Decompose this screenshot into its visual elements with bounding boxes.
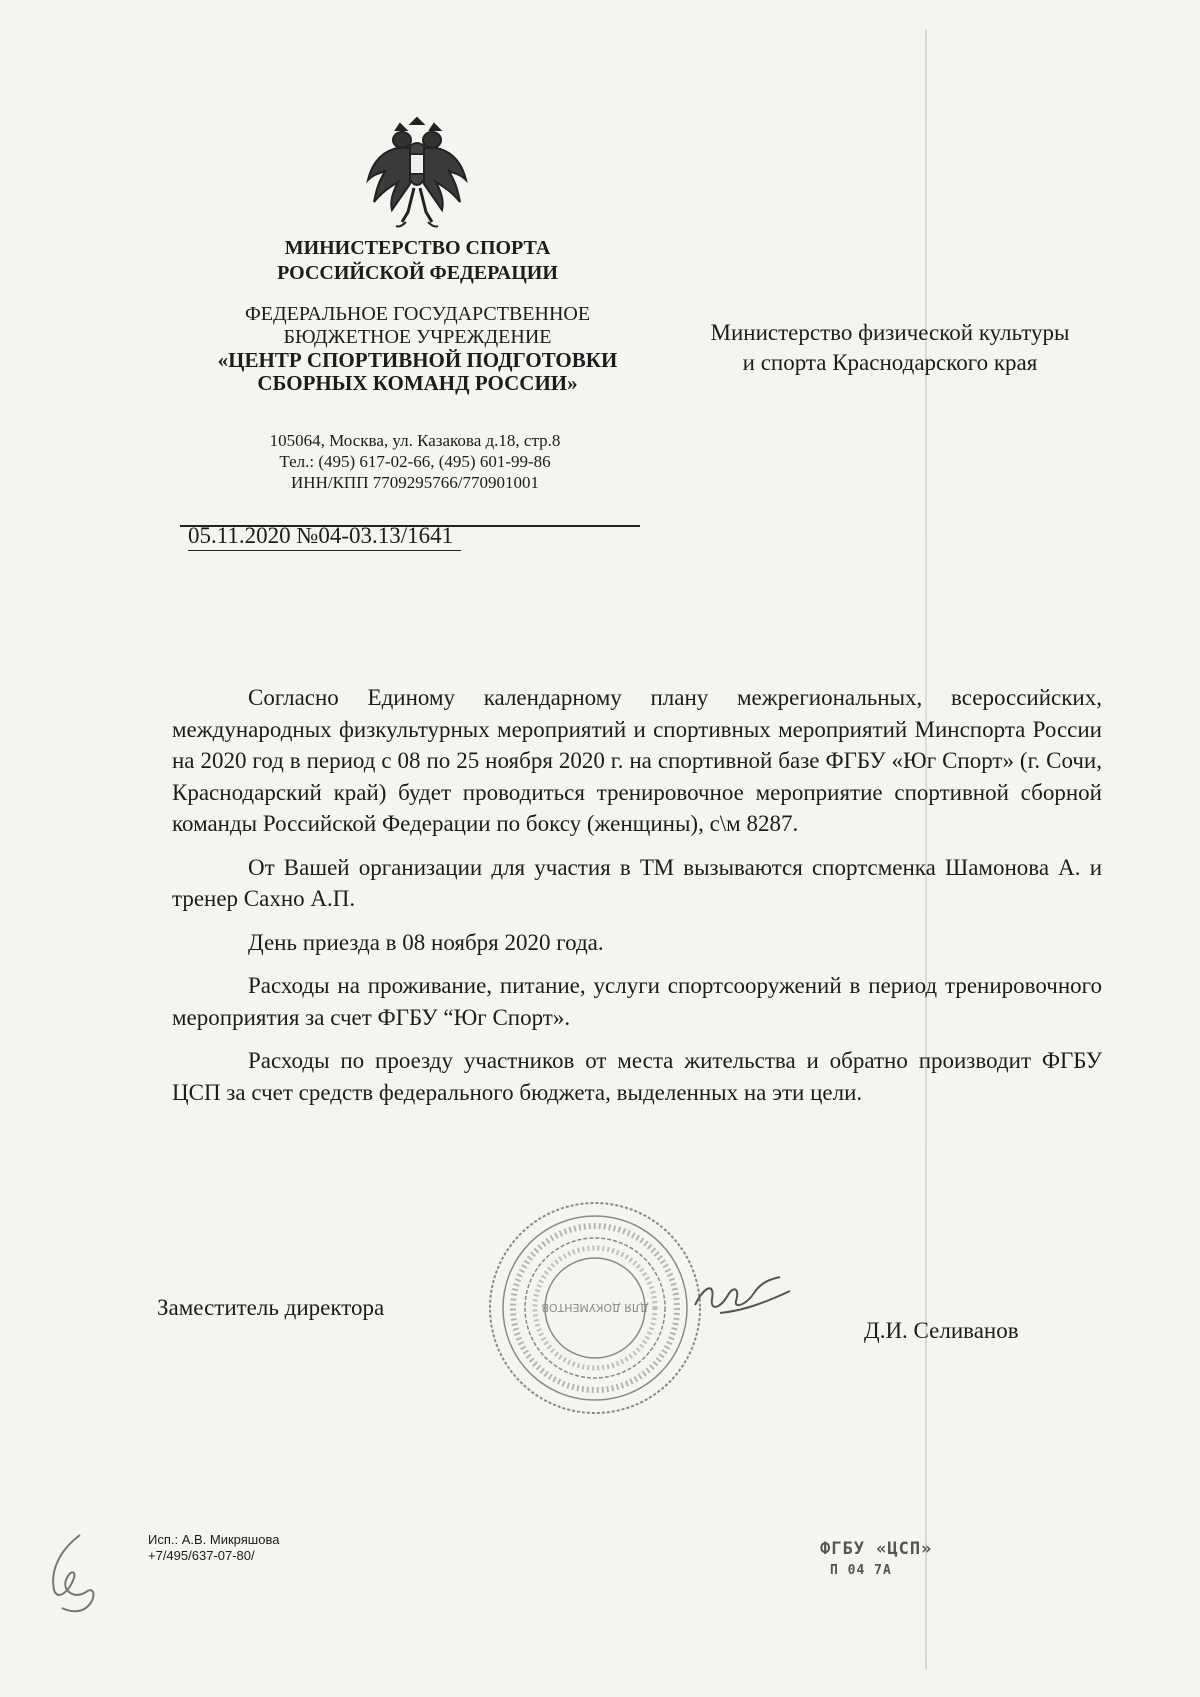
- body-paragraph-1: Согласно Единому календарному плану межрегиональных, всероссийских, международных физкультурных мероприятий и спортивных мероприятий Минспорта России на 2020 год в период с 08 по 25 ноября 2020 г. на спортивной базе ФГБУ «Юг Спорт» (г. Сочи, Краснодарский край) будет проводиться тренировочное мероприятие спортивной сборной команды Российской Федерации по боксу (женщины), с\м 8287.: [172, 685, 1102, 836]
- recipient-block: [660, 318, 1120, 378]
- stamp-line-2: П 04 7А: [830, 1563, 892, 1578]
- seal-center-text: ДЛЯ ДОКУМЕНТОВ: [541, 1301, 649, 1314]
- org-address: 105064, Москва, ул. Казакова д.18, стр.8: [269, 431, 561, 450]
- org-line-1: ФЕДЕРАЛЬНОЕ ГОСУДАРСТВЕННОЕ: [244, 303, 591, 325]
- body-paragraph-3: День приезда в 08 ноября 2020 года.: [248, 929, 604, 955]
- org-line-3: «ЦЕНТР СПОРТИВНОЙ ПОДГОТОВКИ: [217, 348, 618, 372]
- recipient-line-1: Министерство физической культуры: [710, 320, 1070, 345]
- director-signature: [690, 1265, 800, 1325]
- letter-body: [172, 682, 1102, 1120]
- organization-contacts: [225, 430, 605, 493]
- executor-phone: +7/495/637-07-80/: [148, 1548, 255, 1563]
- coat-of-arms-icon: [362, 110, 472, 235]
- body-paragraph-5: Расходы по проезду участников от места жительства и обратно производит ФГБУ ЦСП за счет средств федерального бюджета, выделенных на эти цели.: [172, 1048, 1102, 1105]
- stamp-line-1: ФГБУ «ЦСП»: [820, 1539, 933, 1559]
- executor-name: Исп.: А.В. Микряшова: [148, 1532, 280, 1547]
- ministry-name: [240, 236, 595, 286]
- reference-number: 05.11.2020 №04-03.13/1641: [188, 522, 461, 551]
- registration-stamp: [820, 1538, 932, 1582]
- recipient-line-2: и спорта Краснодарского края: [742, 350, 1038, 375]
- body-paragraph-4: Расходы на проживание, питание, услуги спортсооружений в период тренировочного мероприятия за счет ФГБУ “Юг Спорт».: [172, 973, 1102, 1030]
- executor-info: [148, 1532, 279, 1564]
- org-inn: ИНН/КПП 7709295766/770901001: [291, 473, 539, 492]
- signatory-role: Заместитель директора: [157, 1295, 385, 1320]
- ministry-line-2: РОССИЙСКОЙ ФЕДЕРАЦИИ: [277, 262, 558, 284]
- executor-initials: [40, 1530, 110, 1620]
- body-paragraph-2: От Вашей организации для участия в ТМ вызываются спортсменка Шамонова А. и тренер Сахно А.П.: [172, 854, 1102, 911]
- organization-name: [200, 303, 635, 395]
- org-line-4: СБОРНЫХ КОМАНД РОССИИ»: [257, 371, 578, 395]
- org-line-2: БЮДЖЕТНОЕ УЧРЕЖДЕНИЕ: [283, 326, 552, 348]
- signatory-name: Д.И. Селиванов: [864, 1318, 1019, 1343]
- ministry-line-1: МИНИСТЕРСТВО СПОРТА: [284, 237, 551, 259]
- official-seal: [485, 1198, 705, 1418]
- org-phone: Тел.: (495) 617-02-66, (495) 601-99-86: [279, 452, 551, 471]
